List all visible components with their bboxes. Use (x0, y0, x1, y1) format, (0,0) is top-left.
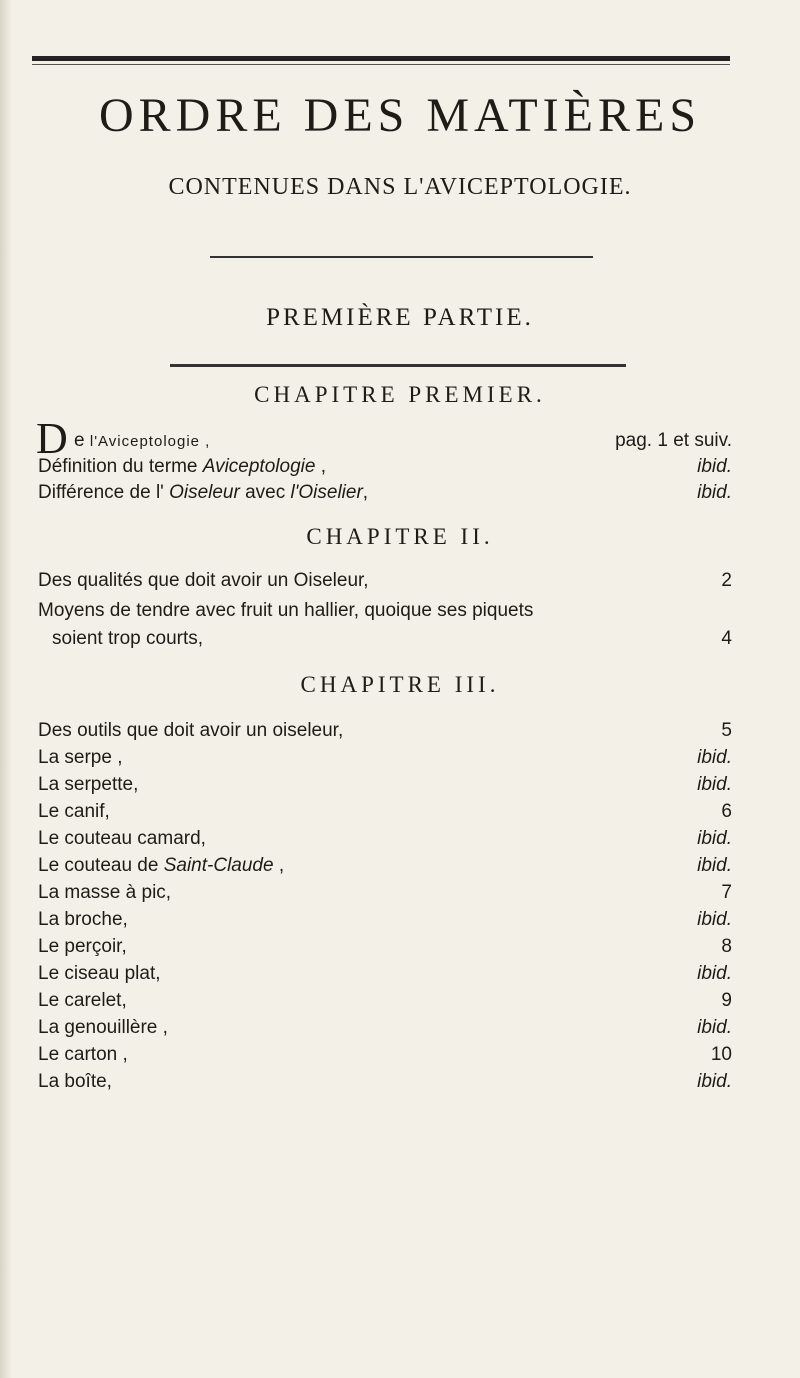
entry-page: 9 (721, 990, 732, 1011)
top-thin-rule (32, 64, 730, 65)
chapter-2-title: CHAPITRE II. (306, 524, 494, 549)
entry-page: ibid. (697, 1017, 732, 1038)
entry-text: Moyens de tendre avec fruit un hallier, quoique ses piquets (38, 600, 534, 621)
top-thick-rule (32, 56, 730, 61)
entry-text: avec (239, 482, 291, 503)
entry-text: e (74, 430, 90, 451)
entry-text: La serpette, (38, 774, 139, 795)
entry-page: 8 (721, 936, 732, 957)
drop-cap: D (36, 414, 68, 463)
entry-text: Le ciseau plat, (38, 963, 161, 984)
entry-text-italic: Aviceptologie (202, 456, 316, 477)
entry-page: ibid. (697, 747, 732, 768)
part-title: PREMIÈRE PARTIE. (266, 304, 534, 331)
entry-text: Le carelet, (38, 990, 127, 1011)
subtitle: CONTENUES DANS L'AVICEPTOLOGIE. (168, 174, 632, 200)
entry-page: pag. 1 et suiv. (615, 430, 732, 451)
entry-page: ibid. (697, 482, 732, 503)
chapter-1-title: CHAPITRE PREMIER. (254, 382, 546, 407)
entry-text-italic: Oiseleur (169, 482, 240, 503)
entry-page: 10 (710, 1044, 732, 1065)
entry-page: ibid. (697, 828, 732, 849)
entry-text: , (273, 855, 285, 876)
chapter-3-title: CHAPITRE III. (300, 672, 500, 697)
entry-text-italic: Saint-Claude (163, 855, 274, 876)
entry-page: 7 (721, 882, 732, 903)
entry-text: La boîte, (38, 1071, 112, 1092)
entry-text: Le perçoir, (38, 936, 127, 957)
entry-text: , (362, 482, 369, 503)
entry-text: Des qualités que doit avoir un Oiseleur, (38, 570, 369, 591)
entry-page: ibid. (697, 909, 732, 930)
entry-text: soient trop courts, (52, 628, 204, 649)
entry-page: 4 (721, 628, 732, 649)
entry-text: La serpe , (38, 747, 123, 768)
entry-text: Le couteau de (38, 855, 164, 876)
rule-above-part (210, 256, 593, 258)
entry-page: ibid. (697, 855, 732, 876)
entry-text: La masse à pic, (38, 882, 172, 903)
entry-page: 5 (721, 720, 732, 741)
entry-page: ibid. (697, 774, 732, 795)
main-title: ORDRE DES MATIÈRES (98, 89, 702, 142)
entry-text: Le carton , (38, 1044, 128, 1065)
entry-text: , (315, 456, 326, 477)
entry-text: Des outils que doit avoir un oiseleur, (38, 720, 344, 741)
entry-text-italic: l'Oiselier (290, 482, 363, 503)
entry-page: ibid. (697, 456, 732, 477)
entry-text: Le couteau camard, (38, 828, 206, 849)
entry-page: 6 (721, 801, 732, 822)
rule-below-part (170, 364, 626, 367)
entry-page: 2 (721, 570, 732, 591)
entry-text: La broche, (38, 909, 128, 930)
entry-text: Le canif, (38, 801, 110, 822)
entry-page: ibid. (697, 1071, 732, 1092)
entry-page: ibid. (697, 963, 732, 984)
entry-text: Définition du terme (38, 456, 203, 477)
entry-text: La genouillère , (38, 1017, 168, 1038)
entry-text: Différence de l' (38, 482, 170, 503)
entry-text-smallcaps: l'Aviceptologie , (89, 433, 211, 450)
